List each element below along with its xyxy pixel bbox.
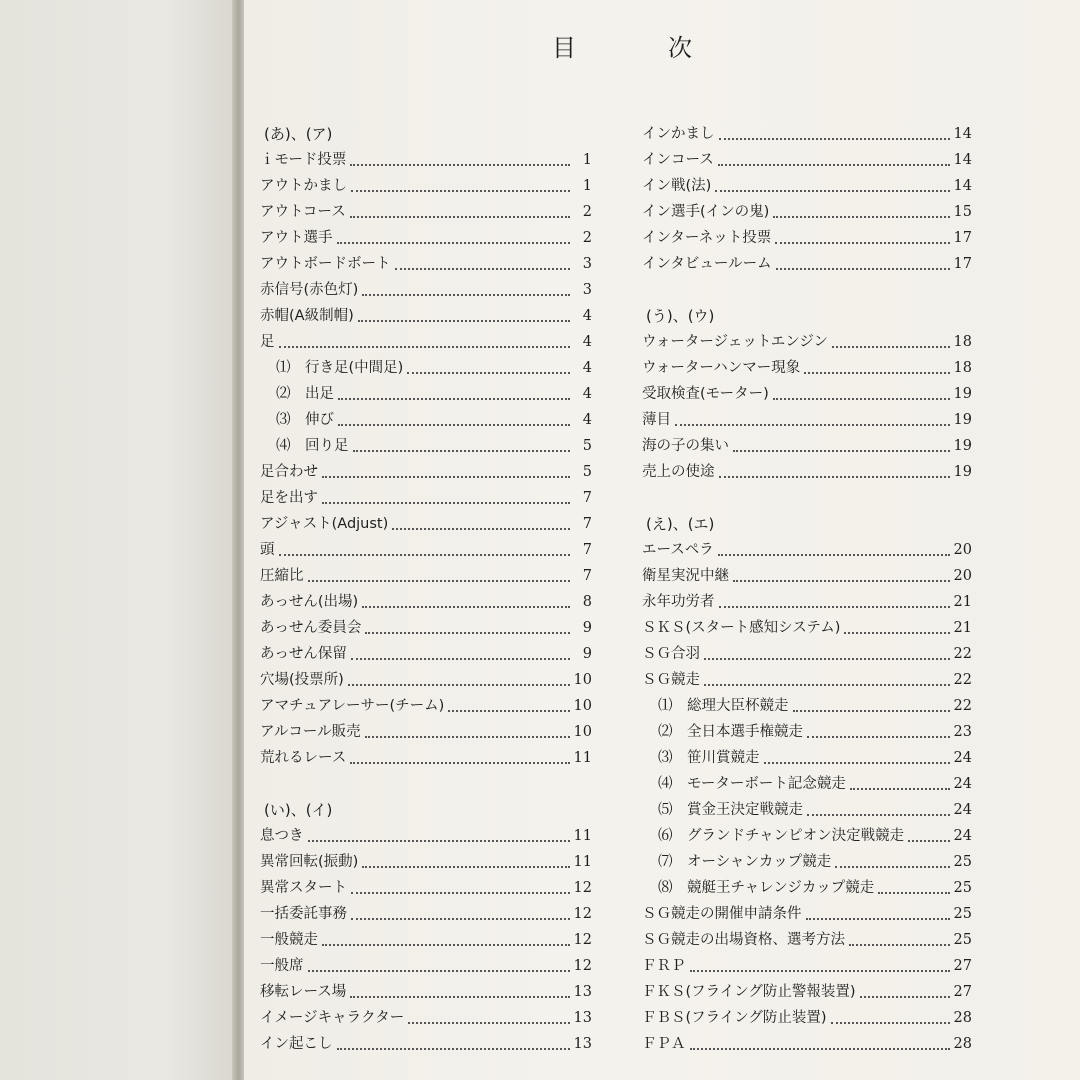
toc-entry	[260, 953, 592, 979]
dot-leader	[308, 579, 571, 582]
toc-entry	[642, 147, 972, 173]
toc-entry	[642, 1031, 972, 1057]
entry-page-number: 13	[573, 984, 592, 1000]
entry-label: 足合わせ	[260, 464, 318, 480]
entry-page-number: 14	[953, 178, 972, 194]
entry-label: イン戦(法)	[642, 178, 712, 194]
entry-label: ⑹ グランドチャンピオン決定戦競走	[658, 828, 905, 844]
dot-leader	[849, 943, 950, 946]
toc-entry	[642, 355, 972, 381]
entry-label: 移転レース場	[260, 984, 347, 1000]
entry-page-number: 10	[573, 724, 592, 740]
entry-page-number: 22	[953, 646, 972, 662]
page-title	[552, 28, 692, 64]
entry-label: ⑻ 競艇王チャレンジカップ競走	[658, 880, 875, 896]
dot-leader	[358, 319, 570, 322]
dot-leader	[850, 787, 950, 790]
dot-leader	[322, 475, 570, 478]
entry-page-number: 14	[953, 152, 972, 168]
section-gap	[642, 485, 972, 511]
dot-leader	[351, 891, 570, 894]
entry-page-number: 10	[573, 672, 592, 688]
toc-entry	[642, 563, 972, 589]
entry-page-number: 4	[582, 412, 592, 428]
entry-label: 売上の使途	[642, 464, 715, 480]
dot-leader	[775, 241, 949, 244]
toc-entry	[642, 251, 972, 277]
entry-label: ＦＢＳ(フライング防止装置)	[642, 1010, 827, 1026]
dot-leader	[832, 345, 950, 348]
entry-label: アウトかまし	[260, 178, 347, 194]
entry-page-number: 4	[582, 360, 592, 376]
toc-entry	[260, 459, 592, 485]
entry-label: ＳＧ競走の開催申請条件	[642, 906, 802, 922]
dot-leader	[308, 839, 570, 842]
dot-leader	[407, 371, 570, 374]
dot-leader	[337, 1047, 570, 1050]
entry-page-number: 12	[573, 906, 592, 922]
dot-leader	[448, 709, 569, 712]
entry-label: あっせん保留	[260, 646, 347, 662]
entry-page-number: 9	[582, 646, 592, 662]
entry-page-number: 22	[953, 672, 972, 688]
toc-entry	[260, 849, 592, 875]
entry-label: エースペラ	[642, 542, 714, 558]
dot-leader	[806, 917, 950, 920]
dot-leader	[338, 397, 570, 400]
toc-entry	[642, 381, 972, 407]
dot-leader	[804, 371, 949, 374]
toc-entry	[260, 147, 592, 173]
dot-leader	[718, 163, 950, 166]
entry-label: ＳＧ競走	[642, 672, 700, 688]
entry-page-number: 24	[953, 802, 972, 818]
toc-entry	[642, 173, 972, 199]
entry-page-number: 3	[582, 256, 592, 272]
toc-subentry	[642, 875, 972, 901]
toc-entry	[260, 537, 592, 563]
entry-label: 足	[260, 334, 275, 350]
entry-label: あっせん(出場)	[260, 594, 359, 610]
title-char-2: 次	[668, 34, 692, 62]
toc-entry	[642, 537, 972, 563]
dot-leader	[807, 813, 950, 816]
toc-subentry	[260, 433, 592, 459]
entry-label: 荒れるレース	[260, 750, 347, 766]
dot-leader	[831, 1021, 950, 1024]
dot-leader	[392, 527, 570, 530]
facing-page	[0, 0, 238, 1080]
toc-entry	[642, 407, 972, 433]
entry-page-number: 19	[953, 438, 972, 454]
entry-page-number: 11	[573, 750, 592, 766]
toc-left-column	[260, 121, 592, 1057]
toc-subentry	[642, 771, 972, 797]
toc-entry	[260, 173, 592, 199]
dot-leader	[408, 1021, 569, 1024]
toc-entry	[260, 329, 592, 355]
entry-label: 一般競走	[260, 932, 318, 948]
entry-page-number: 14	[953, 126, 972, 142]
toc-entry	[642, 459, 972, 485]
toc-subentry	[260, 381, 592, 407]
dot-leader	[733, 579, 950, 582]
toc-subentry	[642, 849, 972, 875]
entry-page-number: 23	[953, 724, 972, 740]
dot-leader	[350, 761, 569, 764]
entry-label: 足を出す	[260, 490, 318, 506]
dot-leader	[362, 293, 570, 296]
entry-page-number: 28	[953, 1036, 972, 1052]
toc-entry	[642, 641, 972, 667]
entry-label: インターネット投票	[642, 230, 772, 246]
dot-leader	[337, 241, 571, 244]
entry-page-number: 10	[573, 698, 592, 714]
entry-page-number: 12	[573, 958, 592, 974]
entry-page-number: 24	[953, 828, 972, 844]
entry-page-number: 2	[582, 230, 592, 246]
toc-entry	[260, 1031, 592, 1057]
dot-leader	[351, 657, 570, 660]
entry-page-number: 25	[953, 932, 972, 948]
entry-page-number: 18	[953, 334, 972, 350]
entry-label: ウォーターハンマー現象	[642, 360, 801, 376]
dot-leader	[395, 267, 571, 270]
toc-entry	[260, 823, 592, 849]
entry-label: アウトコース	[260, 204, 346, 220]
dot-leader	[675, 423, 950, 426]
entry-page-number: 7	[582, 516, 592, 532]
entry-label: ＦＫＳ(フライング防止警報装置)	[642, 984, 856, 1000]
entry-label: 息つき	[260, 828, 304, 844]
entry-page-number: 12	[573, 932, 592, 948]
entry-label: ⑷ モーターボート記念競走	[658, 776, 846, 792]
entry-label: ⑴ 行き足(中間足)	[276, 360, 404, 376]
section-gap	[260, 771, 592, 797]
dot-leader	[908, 839, 949, 842]
dot-leader	[835, 865, 949, 868]
toc-entry	[260, 901, 592, 927]
entry-label: ＳＧ合羽	[642, 646, 700, 662]
toc-subentry	[642, 719, 972, 745]
entry-label: ⑶ 伸び	[276, 412, 334, 428]
toc-entry	[642, 589, 972, 615]
dot-leader	[690, 969, 950, 972]
entry-label: 異常スタート	[260, 880, 347, 896]
entry-page-number: 21	[953, 620, 972, 636]
dot-leader	[764, 761, 950, 764]
toc-subentry	[642, 797, 972, 823]
entry-label: あっせん委員会	[260, 620, 362, 636]
entry-page-number: 5	[582, 464, 592, 480]
dot-leader	[773, 215, 949, 218]
entry-label: アジャスト(Adjust)	[260, 516, 389, 532]
entry-page-number: 12	[573, 880, 592, 896]
toc-subentry	[260, 355, 592, 381]
toc-entry	[642, 901, 972, 927]
toc-entry	[260, 745, 592, 771]
dot-leader	[773, 397, 950, 400]
dot-leader	[351, 917, 570, 920]
dot-leader	[308, 969, 570, 972]
entry-label: 永年功労者	[642, 594, 715, 610]
entry-page-number: 20	[953, 568, 972, 584]
entry-label: ⑷ 回り足	[276, 438, 349, 454]
entry-label: 衛星実況中継	[642, 568, 729, 584]
toc-entry	[642, 199, 972, 225]
toc-entry	[260, 277, 592, 303]
toc-entry	[260, 979, 592, 1005]
entry-label: 圧縮比	[260, 568, 304, 584]
entry-page-number: 2	[582, 204, 592, 220]
entry-label: ウォータージェットエンジン	[642, 334, 829, 350]
entry-label: アルコール販売	[260, 724, 361, 740]
entry-label: 頭	[260, 542, 275, 558]
dot-leader	[704, 683, 950, 686]
entry-page-number: 4	[582, 308, 592, 324]
entry-page-number: 19	[953, 464, 972, 480]
entry-label: ＦＲＰ	[642, 958, 686, 974]
toc-entry	[260, 667, 592, 693]
dot-leader	[718, 553, 950, 556]
entry-label: インかまし	[642, 126, 715, 142]
dot-leader	[365, 631, 570, 634]
entry-page-number: 3	[582, 282, 592, 298]
dot-leader	[878, 891, 949, 894]
entry-page-number: 13	[573, 1010, 592, 1026]
toc-subentry	[642, 823, 972, 849]
entry-page-number: 4	[582, 386, 592, 402]
dot-leader	[704, 657, 950, 660]
section-header: (え)、(エ)	[646, 515, 715, 533]
entry-page-number: 13	[573, 1036, 592, 1052]
dot-leader	[362, 605, 570, 608]
entry-page-number: 11	[573, 854, 592, 870]
entry-label: ｉモード投票	[260, 152, 347, 168]
entry-page-number: 27	[953, 958, 972, 974]
dot-leader	[350, 995, 569, 998]
toc-entry	[260, 199, 592, 225]
entry-page-number: 7	[582, 542, 592, 558]
toc-entry	[642, 953, 972, 979]
dot-leader	[807, 735, 950, 738]
entry-label: 薄目	[642, 412, 671, 428]
entry-page-number: 15	[953, 204, 972, 220]
section-header: (あ)、(ア)	[264, 125, 333, 143]
entry-label: アウトボードボート	[260, 256, 391, 272]
entry-page-number: 7	[582, 490, 592, 506]
toc-entry	[260, 615, 592, 641]
entry-page-number: 5	[582, 438, 592, 454]
entry-label: ⑵ 全日本選手権競走	[658, 724, 803, 740]
toc-subentry	[260, 407, 592, 433]
dot-leader	[348, 683, 570, 686]
entry-page-number: 21	[953, 594, 972, 610]
toc-entry	[260, 693, 592, 719]
entry-label: 穴場(投票所)	[260, 672, 344, 688]
toc-entry	[260, 1005, 592, 1031]
entry-label: アウト選手	[260, 230, 333, 246]
entry-page-number: 19	[953, 412, 972, 428]
toc-entry	[260, 563, 592, 589]
dot-leader	[733, 449, 950, 452]
dot-leader	[322, 501, 570, 504]
entry-label: ⑴ 総理大臣杯競走	[658, 698, 789, 714]
toc-entry	[642, 927, 972, 953]
toc-entry	[260, 927, 592, 953]
dot-leader	[719, 475, 950, 478]
dot-leader	[322, 943, 570, 946]
dot-leader	[350, 163, 570, 166]
toc-entry	[260, 251, 592, 277]
toc-entry	[642, 615, 972, 641]
entry-page-number: 28	[953, 1010, 972, 1026]
dot-leader	[715, 189, 949, 192]
entry-label: 赤信号(赤色灯)	[260, 282, 359, 298]
entry-label: イメージキャラクター	[260, 1010, 405, 1026]
entry-label: 受取検査(モーター)	[642, 386, 769, 402]
title-char-1: 目	[552, 34, 576, 62]
entry-page-number: 27	[953, 984, 972, 1000]
entry-label: ＳＧ競走の出場資格、選考方法	[642, 932, 845, 948]
entry-label: アマチュアレーサー(チーム)	[260, 698, 445, 714]
entry-page-number: 19	[953, 386, 972, 402]
dot-leader	[362, 865, 569, 868]
entry-label: 一括委託事務	[260, 906, 347, 922]
entry-label: ＳＫＳ(スタート感知システム)	[642, 620, 841, 636]
dot-leader	[353, 449, 571, 452]
entry-page-number: 4	[582, 334, 592, 350]
entry-page-number: 25	[953, 880, 972, 896]
toc-subentry	[642, 693, 972, 719]
entry-page-number: 17	[953, 256, 972, 272]
dot-leader	[351, 189, 570, 192]
toc-entry	[642, 979, 972, 1005]
entry-label: イン起こし	[260, 1036, 333, 1052]
entry-page-number: 8	[582, 594, 592, 610]
entry-page-number: 7	[582, 568, 592, 584]
toc-entry	[642, 1005, 972, 1031]
entry-page-number: 1	[582, 152, 592, 168]
dot-leader	[719, 605, 950, 608]
dot-leader	[279, 553, 571, 556]
dot-leader	[279, 345, 571, 348]
entry-page-number: 20	[953, 542, 972, 558]
dot-leader	[350, 215, 570, 218]
entry-label: 異常回転(振動)	[260, 854, 359, 870]
toc-entry	[642, 121, 972, 147]
entry-label: ⑵ 出足	[276, 386, 334, 402]
section-gap	[642, 277, 972, 303]
entry-label: インタビュールーム	[642, 256, 772, 272]
entry-label: ⑸ 賞金王決定戦競走	[658, 802, 803, 818]
toc-right-column	[642, 121, 972, 1057]
toc-entry	[260, 641, 592, 667]
entry-page-number: 18	[953, 360, 972, 376]
entry-page-number: 25	[953, 854, 972, 870]
toc-entry	[642, 667, 972, 693]
entry-page-number: 22	[953, 698, 972, 714]
entry-label: ⑺ オーシャンカップ競走	[658, 854, 832, 870]
entry-label: 海の子の集い	[642, 438, 729, 454]
toc-entry	[260, 225, 592, 251]
entry-label: 一般席	[260, 958, 304, 974]
dot-leader	[844, 631, 949, 634]
toc-entry	[642, 225, 972, 251]
toc-entry	[642, 329, 972, 355]
section-header: (う)、(ウ)	[646, 307, 715, 325]
dot-leader	[338, 423, 570, 426]
dot-leader	[690, 1047, 950, 1050]
entry-page-number: 24	[953, 776, 972, 792]
entry-label: 赤帽(A級制帽)	[260, 308, 354, 324]
dot-leader	[365, 735, 570, 738]
entry-page-number: 24	[953, 750, 972, 766]
toc-entry	[260, 875, 592, 901]
dot-leader	[860, 995, 950, 998]
toc-entry	[260, 589, 592, 615]
entry-page-number: 11	[573, 828, 592, 844]
dot-leader	[793, 709, 950, 712]
toc-entry	[260, 511, 592, 537]
entry-page-number: 1	[582, 178, 592, 194]
entry-label: ＦＰＡ	[642, 1036, 686, 1052]
toc-entry	[260, 485, 592, 511]
entry-page-number: 25	[953, 906, 972, 922]
toc-subentry	[642, 745, 972, 771]
entry-label: ⑶ 笹川賞競走	[658, 750, 760, 766]
entry-page-number: 17	[953, 230, 972, 246]
entry-label: インコース	[642, 152, 714, 168]
dot-leader	[719, 137, 950, 140]
entry-label: イン選手(インの鬼)	[642, 204, 770, 220]
toc-entry	[260, 719, 592, 745]
dot-leader	[776, 267, 950, 270]
section-header: (い)、(イ)	[264, 801, 333, 819]
toc-entry	[260, 303, 592, 329]
toc-entry	[642, 433, 972, 459]
entry-page-number: 9	[582, 620, 592, 636]
